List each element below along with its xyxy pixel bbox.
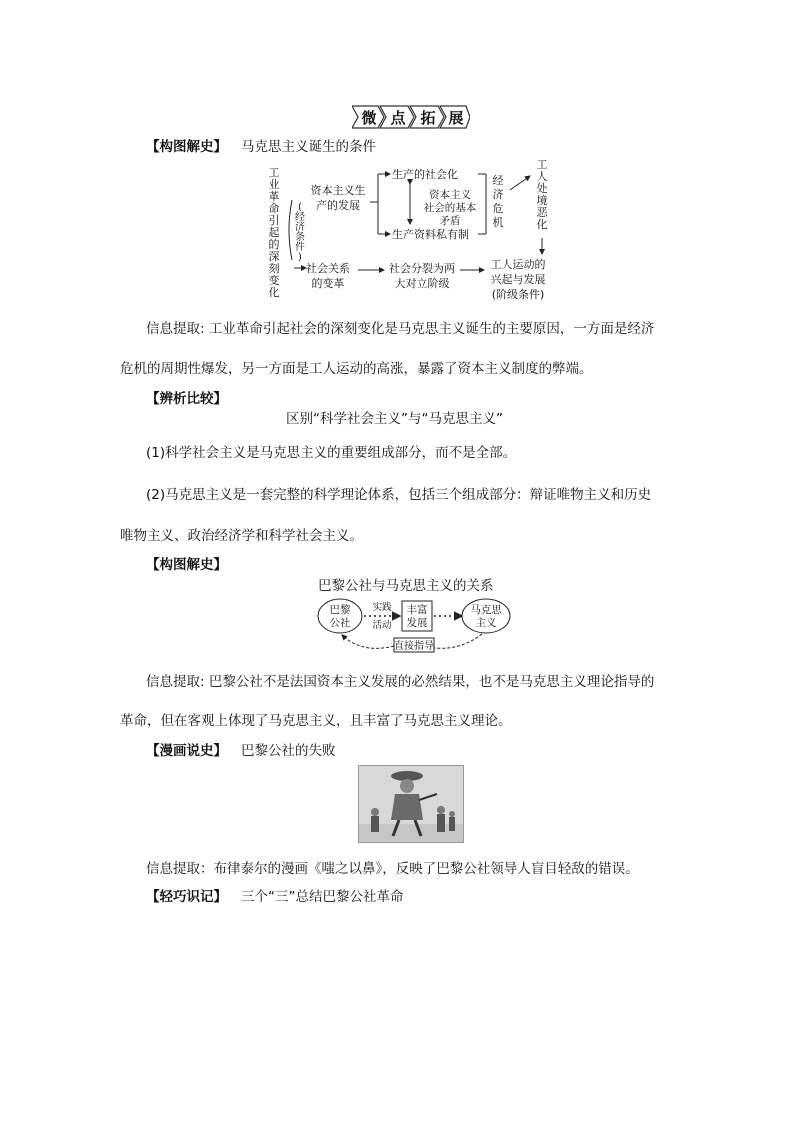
bracket-line [289, 200, 292, 260]
node-capital-line1: 资本主义生 [310, 184, 366, 197]
section2-title: 区别“科学社会主义”与“马克思主义” [286, 411, 503, 427]
node-social-change-line1: 社会关系 [306, 262, 350, 275]
banner-char: 微 [361, 109, 377, 127]
commune-line2: 公社 [329, 617, 351, 629]
section3-tag: 【构图解史】 [146, 557, 227, 573]
node-socialization: 生产的社会化 [392, 168, 458, 181]
section1-heading [146, 138, 376, 156]
section2-tag: 【辨析比较】 [146, 391, 227, 407]
section-title: 巴黎公社的失败 [241, 743, 336, 759]
banner-char: 展 [448, 109, 464, 127]
node-contradiction-line1: 资本主义 [429, 189, 471, 201]
guidance-label: 直接指导 [394, 641, 434, 652]
node-social-change-line2: 的变革 [311, 277, 345, 290]
banner-graphic [352, 104, 470, 130]
cartoon-drawing [359, 766, 463, 842]
node-contradiction-line3: 矛盾 [439, 215, 461, 227]
section4-heading [146, 742, 336, 760]
section2-item2-line2: 唯物主义、政治经济学和科学社会主义。 [120, 528, 363, 544]
marxism-line1: 马克思 [470, 604, 502, 616]
node-movement-line2: 兴起与发展 [490, 273, 546, 286]
activity-label: 活动 [372, 620, 392, 631]
section4-info: 信息提取：布律泰尔的漫画《嗤之以鼻》，反映了巴黎公社领导人盲目轻敌的错误。 [146, 861, 639, 877]
node-contradiction-line2: 社会的基本 [423, 202, 477, 214]
economic-condition-label: (经济条件) [295, 202, 305, 263]
section-title: 三个“三”总结巴黎公社革命 [241, 889, 404, 905]
node-economic-crisis: 经济危机 [492, 174, 504, 229]
commune-marxism-diagram [316, 596, 512, 654]
arrow-line [510, 176, 530, 190]
section3-info-line2: 革命，但在客观上体现了马克思主义，且丰富了马克思主义理论。 [120, 713, 512, 729]
node-workers-situation: 工人处境恶化 [536, 160, 548, 231]
cartoon-image [358, 765, 464, 843]
marxism-line2: 主义 [475, 617, 497, 629]
node-capital-line2: 产的发展 [316, 199, 360, 212]
section-banner [352, 104, 470, 130]
marxism-conditions-diagram [262, 160, 562, 302]
section-tag: 【漫画说史】 [146, 743, 227, 759]
industrial-revolution-label: 工业革命引起的深刻变化 [268, 166, 280, 299]
enrich-line1: 丰富 [406, 604, 428, 616]
section2-item1: (1)科学社会主义是马克思主义的重要组成部分，而不是全部。 [146, 445, 517, 461]
section1-info-line2: 危机的周期性爆发，另一方面是工人运动的高涨，暴露了资本主义制度的弊端。 [120, 361, 593, 377]
banner-char: 拓 [420, 109, 436, 127]
section-title: 马克思主义诞生的条件 [241, 139, 376, 155]
dashed-curve [342, 635, 394, 648]
section1-info-line1: 信息提取: 工业革命引起社会的深刻变化是马克思主义诞生的主要原因，一方面是经济 [146, 321, 655, 337]
node-movement-line1: 工人运动的 [490, 258, 546, 271]
commune-diagram-title: 巴黎公社与马克思主义的关系 [318, 578, 494, 594]
practice-label: 实践 [372, 602, 392, 613]
node-split-line2: 大对立阶级 [394, 277, 450, 290]
enrich-line2: 发展 [406, 617, 428, 629]
banner-char: 点 [390, 109, 406, 127]
section-tag: 【构图解史】 [146, 139, 227, 155]
node-movement-line3: (阶级条件) [491, 288, 545, 301]
section5-heading [146, 888, 404, 906]
section-tag: 【轻巧识记】 [146, 889, 227, 905]
section2-item2-line1: (2)马克思主义是一套完整的科学理论体系，包括三个组成部分：辩证唯物主义和历史 [146, 487, 652, 503]
section3-info-line1: 信息提取: 巴黎公社不是法国资本主义发展的必然结果，也不是马克思主义理论指导的 [146, 674, 655, 690]
node-split-line1: 社会分裂为两 [389, 262, 455, 275]
node-private-ownership: 生产资料私有制 [392, 228, 469, 241]
commune-line1: 巴黎 [329, 604, 351, 616]
